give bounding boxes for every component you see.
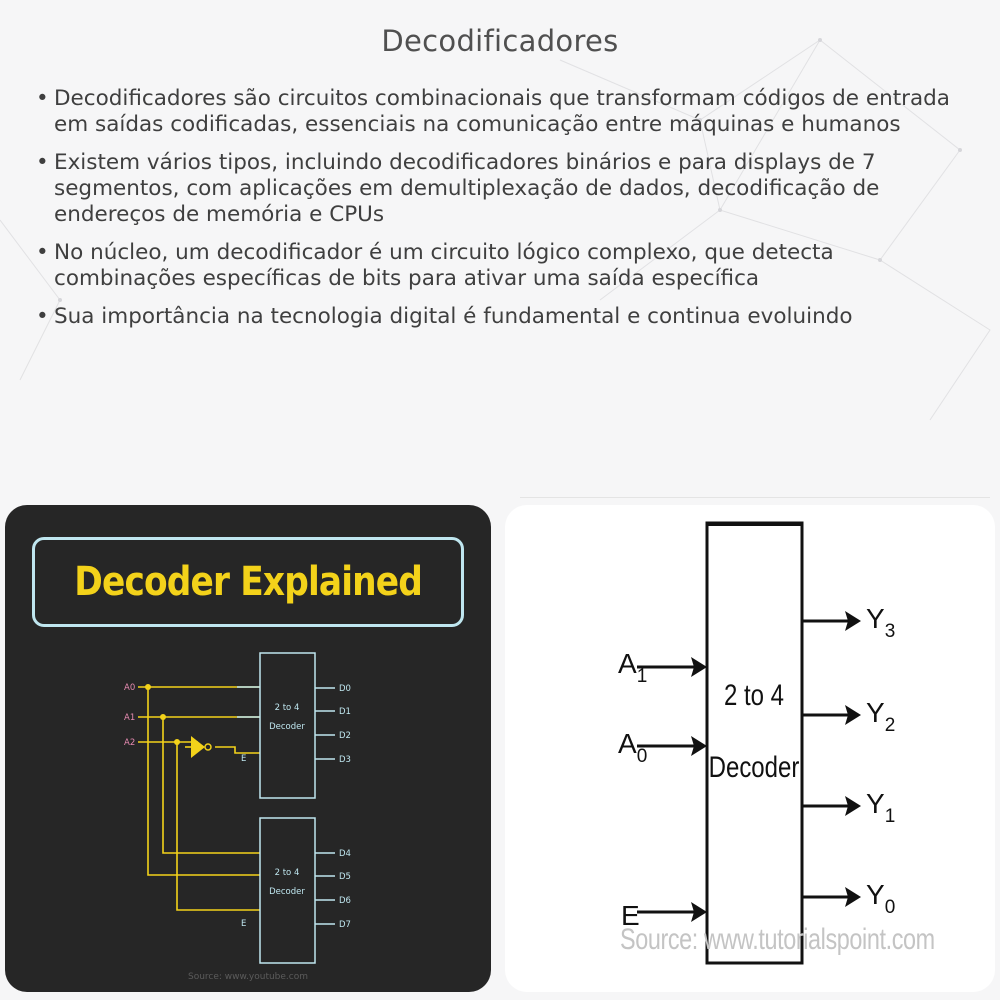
output-label-y2: $Y_2$ — [866, 697, 896, 736]
decoder-bottom-label-line2: Decoder — [269, 887, 305, 897]
output-label-y1: $Y_1$ — [866, 788, 896, 827]
enable-label-bottom: E — [241, 919, 247, 929]
output-label-d3: D3 — [339, 755, 351, 765]
decoder-explained-image — [5, 505, 491, 992]
image-source-caption: Source: www.tutorialspoint.com — [620, 923, 935, 956]
bullet-text: Existem vários tipos, incluindo decodificadores binários e para displays de 7 segmentos, com aplicações em demultiplexação de dados, decodificação de endereços de memória e CPUs — [54, 150, 880, 227]
input-labels — [618, 648, 647, 931]
decoder-block-diagram-image — [505, 505, 995, 992]
output-wires — [315, 688, 335, 924]
banner-title: Decoder Explained — [74, 559, 422, 605]
bullet-item — [34, 240, 974, 292]
enable-label-top: E — [241, 754, 247, 764]
output-label-d7: D7 — [339, 920, 351, 930]
block-input-wires — [237, 687, 260, 717]
wires — [138, 687, 260, 910]
image-source-caption: Source: www.youtube.com — [187, 972, 309, 982]
bullet-marker: • — [36, 86, 49, 111]
output-label-y3: $Y_3$ — [866, 603, 896, 642]
block-label-line2: Decoder — [708, 749, 800, 784]
bullet-item — [34, 304, 974, 330]
decoder-top-label-line2: Decoder — [269, 722, 305, 732]
bullet-marker: • — [36, 304, 49, 329]
divider — [520, 497, 990, 498]
bullet-marker: • — [36, 240, 49, 265]
bullet-text: Decodificadores são circuitos combinacionais que transformam códigos de entrada em saídas codificadas, essenciais na comunicação entre máquinas e humanos — [54, 86, 950, 137]
decoder-top-label-line1: 2 to 4 — [274, 703, 300, 713]
output-label-d6: D6 — [339, 896, 351, 906]
bullet-marker: • — [36, 150, 49, 175]
not-gate-bubble — [205, 744, 211, 750]
block-label-line1: 2 to 4 — [723, 677, 785, 712]
decoder-block — [707, 523, 802, 963]
input-label-a1: A1 — [124, 713, 136, 723]
output-arrows — [802, 621, 851, 897]
input-label-a0: A0 — [124, 683, 136, 693]
output-label-d0: D0 — [339, 684, 351, 694]
bullet-list — [34, 86, 974, 342]
output-label-d1: D1 — [339, 707, 351, 717]
page-title: Decodificadores — [381, 24, 619, 58]
decoder-block-diagram — [505, 505, 995, 992]
input-arrows — [637, 667, 697, 912]
input-arrowheads — [691, 657, 707, 922]
output-labels — [866, 603, 895, 918]
bullet-text: No núcleo, um decodificador é um circuito lógico complexo, que detecta combinações específicas de bits para ativar uma saída específica — [54, 240, 834, 291]
not-gate-icon — [191, 736, 205, 758]
input-label-a2: A2 — [124, 738, 136, 748]
output-arrowheads — [845, 611, 861, 907]
output-label-d4: D4 — [339, 849, 351, 859]
input-label-a0: $A_0$ — [618, 728, 648, 767]
input-label-e: E — [621, 900, 640, 931]
bullet-item — [34, 150, 974, 228]
input-label-a1: $A_1$ — [618, 648, 648, 687]
bullet-item — [34, 86, 974, 138]
bullet-text: Sua importância na tecnologia digital é fundamental e continua evoluindo — [54, 304, 853, 329]
output-label-d5: D5 — [339, 872, 351, 882]
decoder-bottom-label-line1: 2 to 4 — [274, 868, 300, 878]
decoder-circuit-diagram — [5, 505, 491, 992]
output-label-d2: D2 — [339, 731, 351, 741]
output-label-y0: $Y_0$ — [866, 879, 896, 918]
